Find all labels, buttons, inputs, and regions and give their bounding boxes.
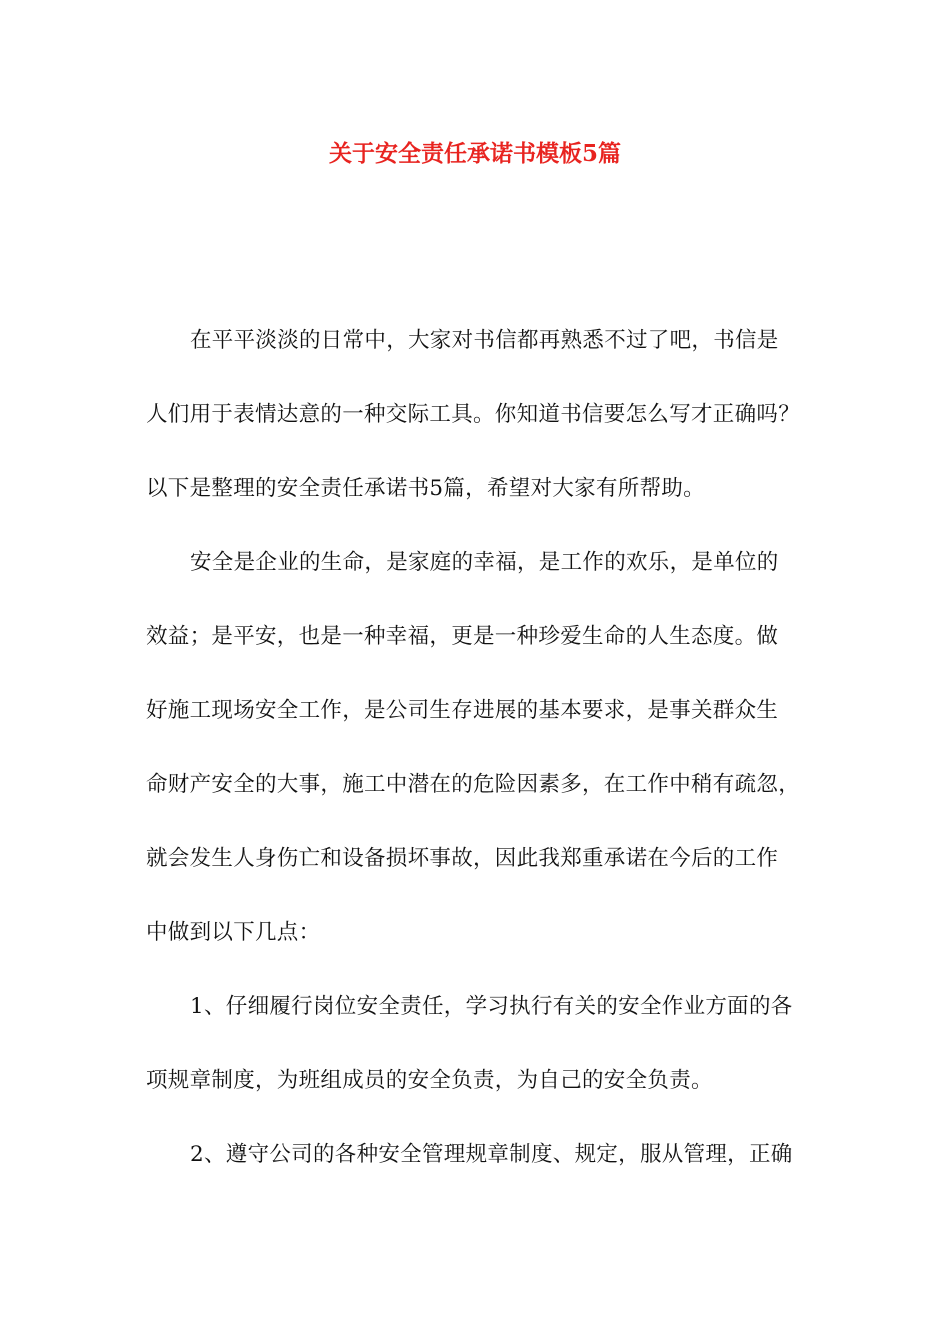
paragraph-line: 中做到以下几点： — [146, 920, 321, 945]
paragraph-line: 人们用于表情达意的一种交际工具。你知道书信要怎么写才正确吗？ — [146, 402, 801, 427]
document-body — [146, 322, 816, 1210]
list-item-line: 2、遵守公司的各种安全管理规章制度、规定，服从管理，正确 — [190, 1142, 793, 1167]
paragraph-line: 以下是整理的安全责任承诺书5篇，希望对大家有所帮助。 — [146, 476, 705, 501]
paragraph-line: 好施工现场安全工作，是公司生存进展的基本要求，是事关群众生 — [146, 698, 779, 723]
paragraph-line: 效益；是平安，也是一种幸福，更是一种珍爱生命的人生态度。做 — [146, 624, 779, 649]
list-item-line: 项规章制度，为班组成员的安全负责，为自己的安全负责。 — [146, 1068, 713, 1093]
paragraph-line: 命财产安全的大事，施工中潜在的危险因素多，在工作中稍有疏忽， — [146, 772, 801, 797]
paragraph-line: 安全是企业的生命，是家庭的幸福，是工作的欢乐，是单位的 — [190, 550, 779, 575]
paragraph-line: 在平平淡淡的日常中，大家对书信都再熟悉不过了吧，书信是 — [190, 328, 779, 353]
list-item-line: 1、仔细履行岗位安全责任，学习执行有关的安全作业方面的各 — [190, 994, 793, 1019]
paragraph-line: 就会发生人身伤亡和设备损坏事故，因此我郑重承诺在今后的工作 — [146, 846, 779, 871]
document-title: 关于安全责任承诺书模板5篇 — [328, 140, 621, 167]
